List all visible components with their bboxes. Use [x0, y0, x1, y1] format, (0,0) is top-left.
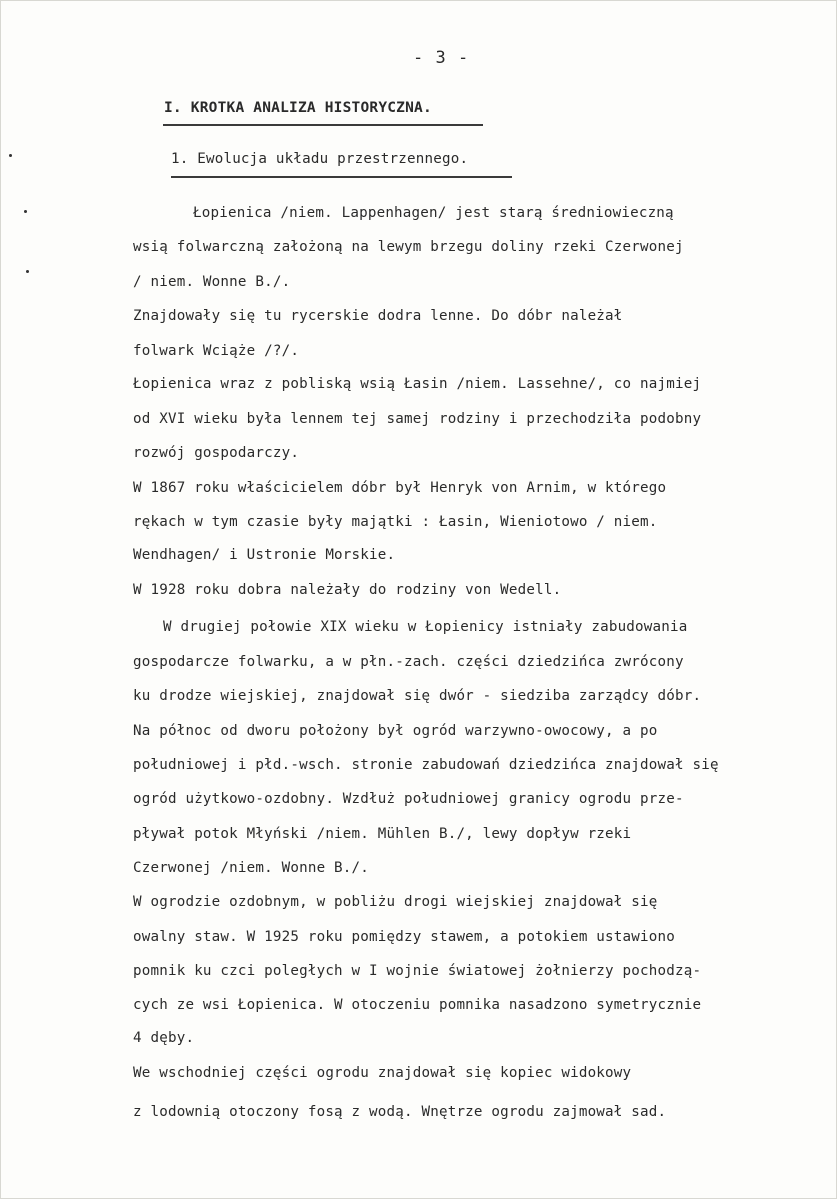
text-line: Łopienica wraz z pobliską wsią Łasin /niem. Lassehne/, co najmiej [133, 376, 702, 392]
subsection-heading-underline [171, 176, 512, 178]
text-line: pływał potok Młyński /niem. Mühlen B./, lewy dopływ rzeki [133, 826, 632, 842]
subsection-heading: 1. Ewolucja układu przestrzennego. [171, 151, 469, 167]
section-heading: I. KROTKA ANALIZA HISTORYCZNA. [164, 100, 432, 116]
text-line: od XVI wieku była lennem tej samej rodziny i przechodziła podobny [133, 411, 702, 427]
text-line: Łopienica /niem. Lappenhagen/ jest starą średniowieczną [193, 205, 674, 221]
page-number: - 3 - [413, 48, 470, 68]
text-line: pomnik ku czci poległych w I wojnie światowej żołnierzy pochodzą- [133, 963, 702, 979]
text-line: rękach w tym czasie były majątki : Łasin, Wieniotowo / niem. [133, 514, 658, 530]
text-line: wsią folwarczną założoną na lewym brzegu doliny rzeki Czerwonej [133, 239, 684, 255]
text-line: W ogrodzie ozdobnym, w pobliżu drogi wiejskiej znajdował się [133, 894, 658, 910]
section-heading-underline [163, 124, 483, 126]
text-line: ku drodze wiejskiej, znajdował się dwór - siedziba zarządcy dóbr. [133, 688, 702, 704]
text-line: gospodarcze folwarku, a w płn.-zach. części dziedzińca zwrócony [133, 654, 684, 670]
margin-mark [24, 210, 27, 213]
text-line: cych ze wsi Łopienica. W otoczeniu pomnika nasadzono symetrycznie [133, 997, 702, 1013]
text-line: rozwój gospodarczy. [133, 445, 300, 461]
text-line: folwark Wciąże /?/. [133, 343, 300, 359]
margin-mark [9, 154, 12, 157]
text-line: Znajdowały się tu rycerskie dodra lenne. Do dóbr należał [133, 308, 623, 324]
text-line: Wendhagen/ i Ustronie Morskie. [133, 547, 396, 563]
text-line: 4 dęby. [133, 1030, 195, 1046]
text-line: owalny staw. W 1925 roku pomiędzy stawem, a potokiem ustawiono [133, 929, 675, 945]
text-line: południowej i płd.-wsch. stronie zabudowań dziedzińca znajdował się [133, 757, 719, 773]
text-line: Na północ od dworu położony był ogród warzywno-owocowy, a po [133, 723, 658, 739]
margin-mark [26, 270, 29, 273]
text-line: Czerwonej /niem. Wonne B./. [133, 860, 370, 876]
text-line: z lodownią otoczony fosą z wodą. Wnętrze ogrodu zajmował sad. [133, 1104, 667, 1120]
text-line: W 1928 roku dobra należały do rodziny von Wedell. [133, 582, 562, 598]
text-line: / niem. Wonne B./. [133, 274, 291, 290]
text-line: W drugiej połowie XIX wieku w Łopienicy istniały zabudowania [163, 619, 688, 635]
text-line: We wschodniej części ogrodu znajdował się kopiec widokowy [133, 1065, 632, 1081]
text-line: ogród użytkowo-ozdobny. Wzdłuż południowej granicy ogrodu prze- [133, 791, 684, 807]
text-line: W 1867 roku właścicielem dóbr był Henryk von Arnim, w którego [133, 480, 667, 496]
